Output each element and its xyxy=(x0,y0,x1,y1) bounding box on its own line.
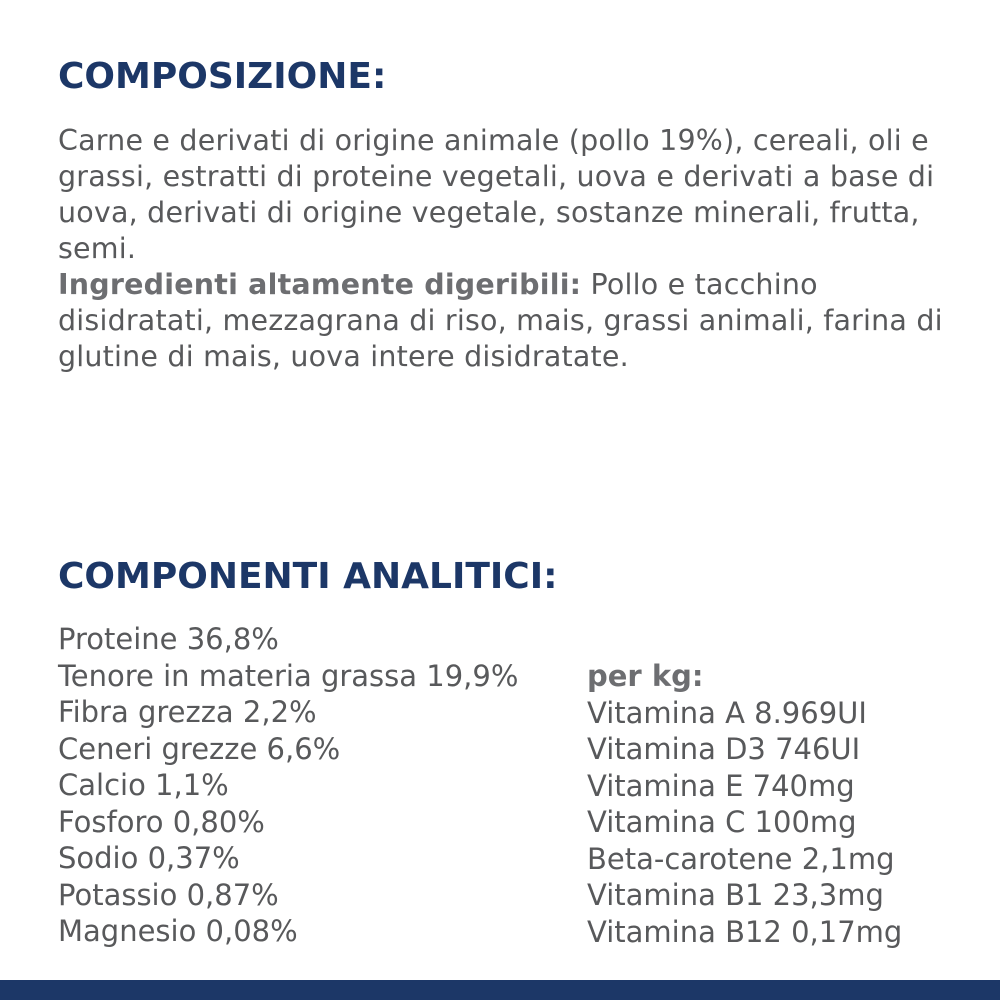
nutrient-item: Proteine 36,8% xyxy=(58,622,279,656)
nutrient-item: Fosforo 0,80% xyxy=(58,804,265,839)
vitamin-item: Vitamina D3 746UI xyxy=(587,732,861,766)
nutrients-list xyxy=(58,621,518,950)
per-kg-label: per kg: xyxy=(587,659,704,693)
composition-ingredients: Carne e derivati di origine animale (pollo 19%), cereali, oli e grassi, estratti di proteine vegetali, uova e derivati a base di uova, derivati di origine vegetale, sostanze minerali, frutta, semi. xyxy=(58,124,935,265)
footer-bar xyxy=(0,980,1000,1000)
highly-digestible-text: Pollo e tacchino disidratati, mezzagrana di riso, mais, grassi animali, farina di glutine di mais, uova intere disidratate. xyxy=(58,268,943,373)
nutrient-item: Ceneri grezze 6,6% xyxy=(58,731,341,766)
composition-heading: COMPOSIZIONE: xyxy=(58,56,387,97)
nutrient-item: Magnesio 0,08% xyxy=(58,914,298,948)
highly-digestible-label: Ingredienti altamente digeribili: xyxy=(58,268,582,301)
nutrient-item: Fibra grezza 2,2% xyxy=(58,695,317,729)
vitamin-item: Vitamina C 100mg xyxy=(587,805,857,839)
vitamin-item: Vitamina B12 0,17mg xyxy=(587,914,903,949)
nutrient-item: Calcio 1,1% xyxy=(58,768,229,802)
nutrient-item: Tenore in materia grassa 19,9% xyxy=(58,658,519,693)
vitamin-item: Beta-carotene 2,1mg xyxy=(587,841,895,876)
analytical-heading: COMPONENTI ANALITICI: xyxy=(58,556,558,597)
vitamin-item: Vitamina A 8.969UI xyxy=(587,695,867,730)
nutrient-item: Sodio 0,37% xyxy=(58,841,240,875)
nutrient-item: Potassio 0,87% xyxy=(58,877,279,912)
composition-text xyxy=(58,123,978,375)
vitamin-item: Vitamina E 740mg xyxy=(587,768,855,803)
vitamin-item: Vitamina B1 23,3mg xyxy=(587,878,884,912)
vitamins-list xyxy=(587,658,902,950)
